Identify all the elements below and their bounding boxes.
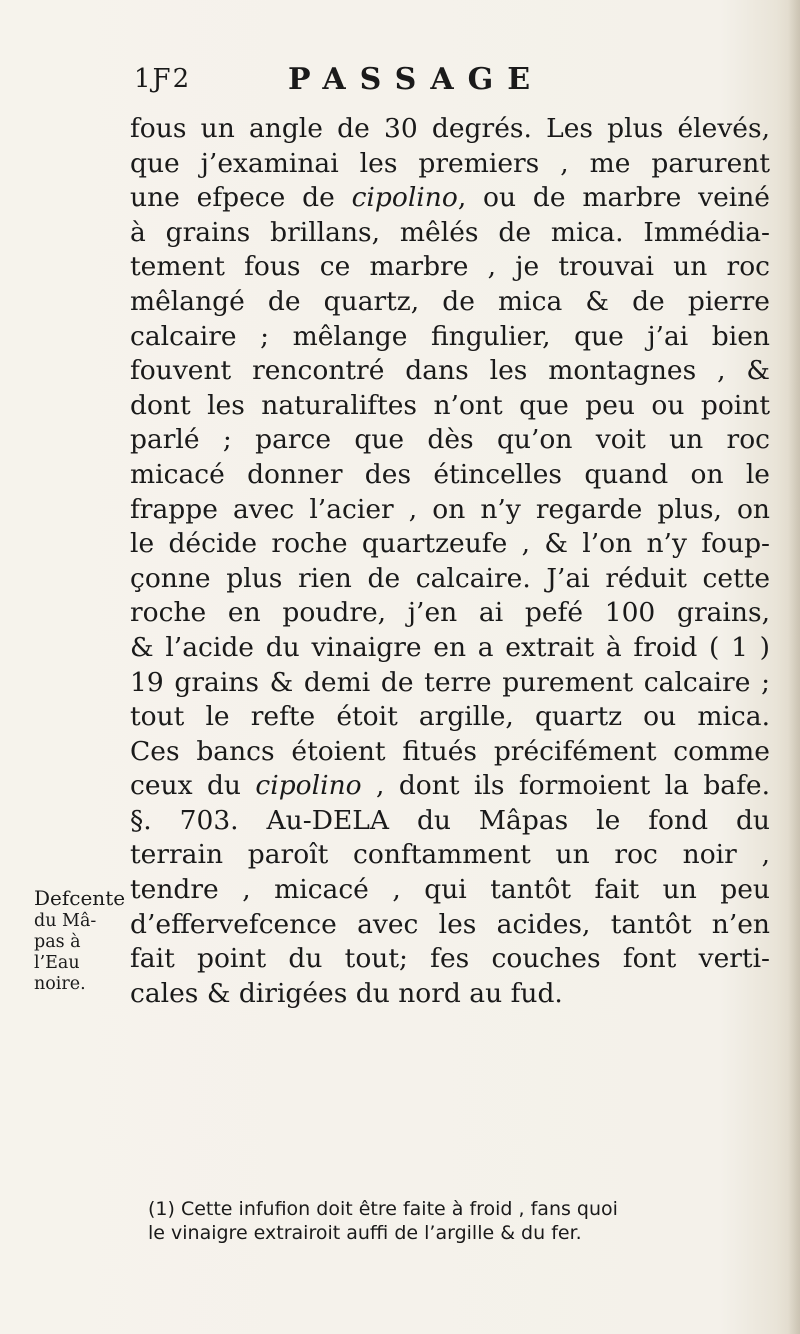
text-line: le décide roche quartzeufe , & l’on n’y foup- [130, 528, 770, 560]
text-segment: , dont ils formoient la bafe. [361, 770, 770, 802]
text-line: frappe avec l’acier , on n’y regarde plus, on [130, 493, 770, 525]
text-line: dont les naturaliftes n’ont que peu ou point [130, 389, 770, 421]
text-line: tout le refte étoit argille, quartz ou mica. [130, 701, 770, 733]
page-header [120, 62, 680, 102]
main-text-block [130, 112, 770, 1011]
text-line [130, 769, 770, 804]
text-line: 19 grains & demi de terre purement calcaire ; [130, 666, 770, 698]
text-line: parlé ; parce que dès qu’on voit un roc [130, 424, 770, 456]
footnote [148, 1197, 768, 1245]
text-line: calcaire ; mêlange fingulier, que j’ai bien [130, 320, 770, 352]
text-line: que j’examinai les premiers , me parurent [130, 147, 770, 179]
text-line: roche en poudre, j’en ai pefé 100 grains, [130, 597, 770, 629]
running-title: PASSAGE [288, 62, 545, 97]
margin-note-line: l’Eau [34, 953, 80, 973]
margin-note-line: du Mâ- [34, 911, 97, 931]
text-line [130, 181, 770, 216]
text-line: tendre , micacé , qui tantôt fait un peu [130, 874, 770, 906]
italic-word: cipolino [351, 182, 458, 214]
text-line: d’effervefcence avec les acides, tantôt n’en [130, 908, 770, 940]
margin-note [34, 888, 126, 995]
margin-note-line: pas à [34, 932, 81, 952]
text-segment: ceux du [130, 770, 256, 802]
text-line: fait point du tout; fes couches font verti- [130, 943, 770, 975]
margin-note-line: Defcente [34, 886, 126, 910]
footnote-line: (1) Cette infufion doit être faite à froid , fans quoi [148, 1198, 618, 1220]
text-line: tement fous ce marbre , je trouvai un roc [130, 251, 770, 283]
text-line: fous un angle de 30 degrés. Les plus élevés, [130, 113, 770, 144]
text-line: terrain paroît conftamment un roc noir , [130, 839, 770, 871]
footnote-line: le vinaigre extrairoit auffi de l’argille & du fer. [148, 1222, 582, 1244]
text-segment: une efpece de [130, 182, 352, 214]
text-line: Ces bancs étoient fitués précifément comme [130, 735, 770, 767]
text-line: à grains brillans, mêlés de mica. Immédia- [130, 216, 770, 248]
text-line: çonne plus rien de calcaire. J’ai réduit cette [130, 562, 770, 594]
margin-note-line: noire. [34, 974, 86, 994]
text-line: mêlangé de quartz, de mica & de pierre [130, 285, 770, 317]
text-segment: , ou de marbre veiné [457, 182, 770, 214]
text-line: fouvent rencontré dans les montagnes , & [130, 355, 770, 387]
italic-word: cipolino [255, 770, 362, 802]
text-line: cales & dirigées du nord au fud. [130, 977, 563, 1009]
text-line: §. 703. Au-DELA du Mâpas le fond du [130, 804, 770, 836]
text-line: & l’acide du vinaigre en a extrait à froid ( 1 ) [130, 631, 770, 663]
page-edge-shadow [788, 0, 800, 1334]
page-number: 1Ƒ2 [134, 64, 192, 94]
text-line: micacé donner des étincelles quand on le [130, 458, 770, 490]
